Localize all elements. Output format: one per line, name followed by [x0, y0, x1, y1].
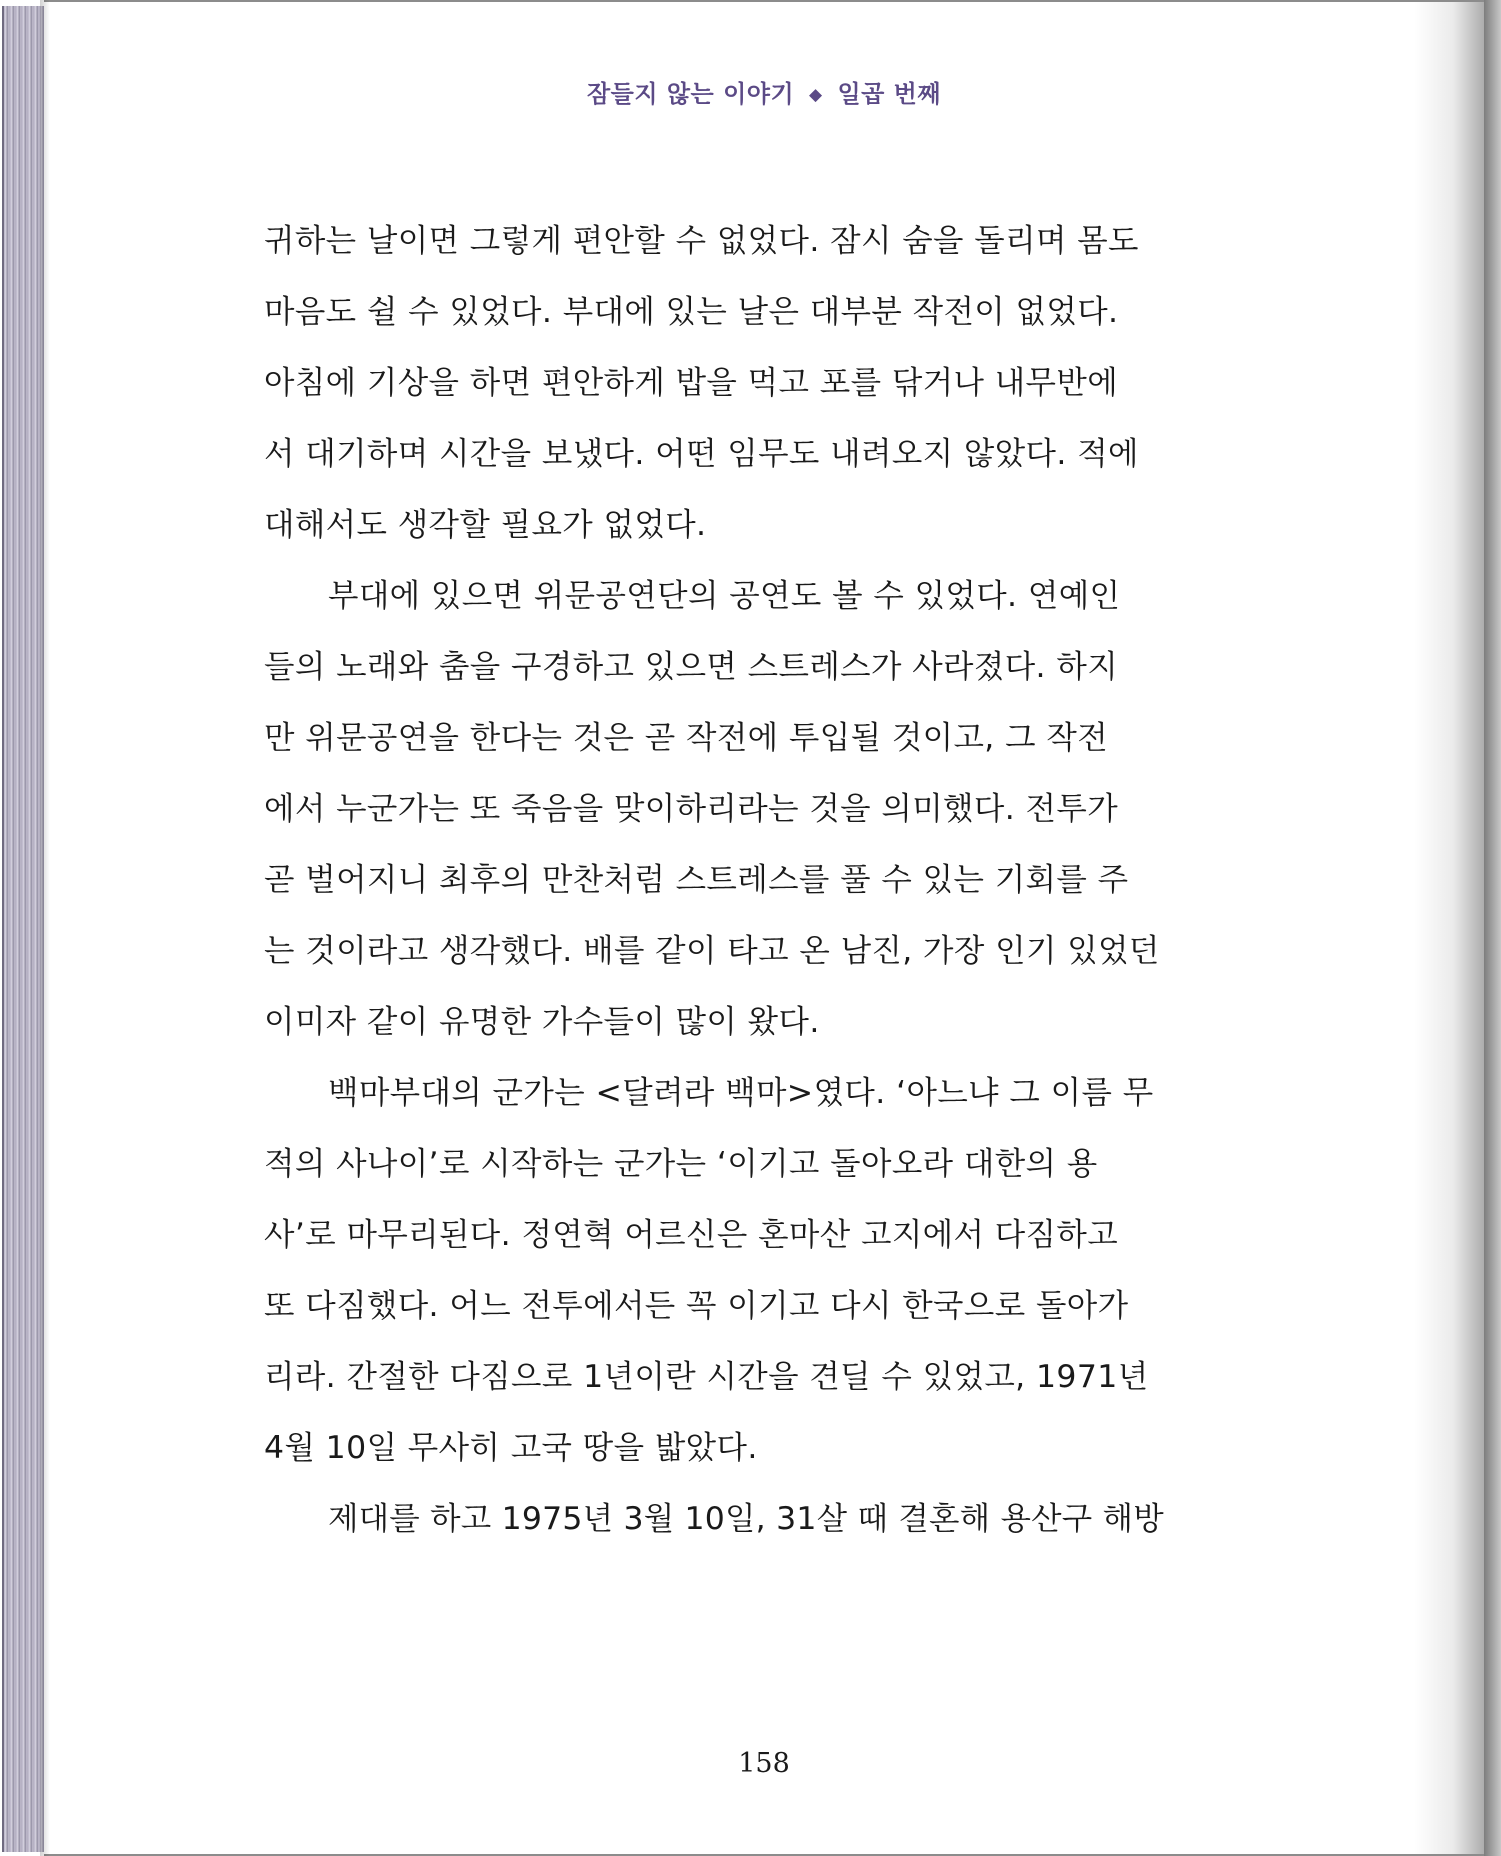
body-text	[264, 206, 1164, 1555]
right-page-edge	[1484, 0, 1501, 1856]
text-line: 리라. 간절한 다짐으로 1년이란 시간을 견딜 수 있었고, 1971년	[264, 1359, 1149, 1395]
page-stack-edges	[2, 6, 44, 1852]
header-book-title: 잠들지 않는 이야기	[586, 79, 795, 108]
paragraph-start-line: 제대를 하고 1975년 3월 10일, 31살 때 결혼해 용산구 해방	[328, 1501, 1164, 1537]
text-line: 또 다짐했다. 어느 전투에서든 꼭 이기고 다시 한국으로 돌아가	[264, 1288, 1129, 1324]
text-line: 귀하는 날이면 그렇게 편안할 수 없었다. 잠시 숨을 돌리며 몸도	[264, 223, 1139, 259]
page-edge-shadow	[40, 0, 50, 1856]
running-header	[44, 74, 1484, 109]
text-line: 적의 사나이’로 시작하는 군가는 ‘이기고 돌아오라 대한의 용	[264, 1146, 1098, 1182]
header-chapter: 일곱 번째	[837, 79, 942, 108]
text-line: 아침에 기상을 하면 편안하게 밥을 먹고 포를 닦거나 내무반에	[264, 365, 1119, 401]
text-line: 에서 누군가는 또 죽음을 맞이하리라는 것을 의미했다. 전투가	[264, 791, 1119, 827]
gutter-shadow	[1414, 2, 1484, 1854]
text-line: 곧 벌어지니 최후의 만찬처럼 스트레스를 풀 수 있는 기회를 주	[264, 862, 1129, 898]
text-line: 이미자 같이 유명한 가수들이 많이 왔다.	[264, 1004, 820, 1040]
text-line: 들의 노래와 춤을 구경하고 있으면 스트레스가 사라졌다. 하지	[264, 649, 1119, 685]
paragraph-start-line: 백마부대의 군가는 <달려라 백마>였다. ‘아느냐 그 이름 무	[328, 1075, 1154, 1111]
text-line: 마음도 쉴 수 있었다. 부대에 있는 날은 대부분 작전이 없었다.	[264, 294, 1119, 330]
text-line: 만 위문공연을 한다는 것은 곧 작전에 투입될 것이고, 그 작전	[264, 720, 1109, 756]
text-line: 4월 10일 무사히 고국 땅을 밟았다.	[264, 1430, 758, 1466]
text-line: 는 것이라고 생각했다. 배를 같이 타고 온 남진, 가장 인기 있었던	[264, 933, 1160, 969]
paragraph-start-line: 부대에 있으면 위문공연단의 공연도 볼 수 있었다. 연예인	[328, 578, 1121, 614]
text-line: 대해서도 생각할 필요가 없었다.	[264, 507, 707, 543]
text-line: 사’로 마무리된다. 정연혁 어르신은 혼마산 고지에서 다짐하고	[264, 1217, 1119, 1253]
page-number: 158	[738, 1748, 790, 1779]
text-line: 서 대기하며 시간을 보냈다. 어떤 임무도 내려오지 않았다. 적에	[264, 436, 1139, 472]
diamond-separator-icon: ◆	[809, 85, 823, 105]
